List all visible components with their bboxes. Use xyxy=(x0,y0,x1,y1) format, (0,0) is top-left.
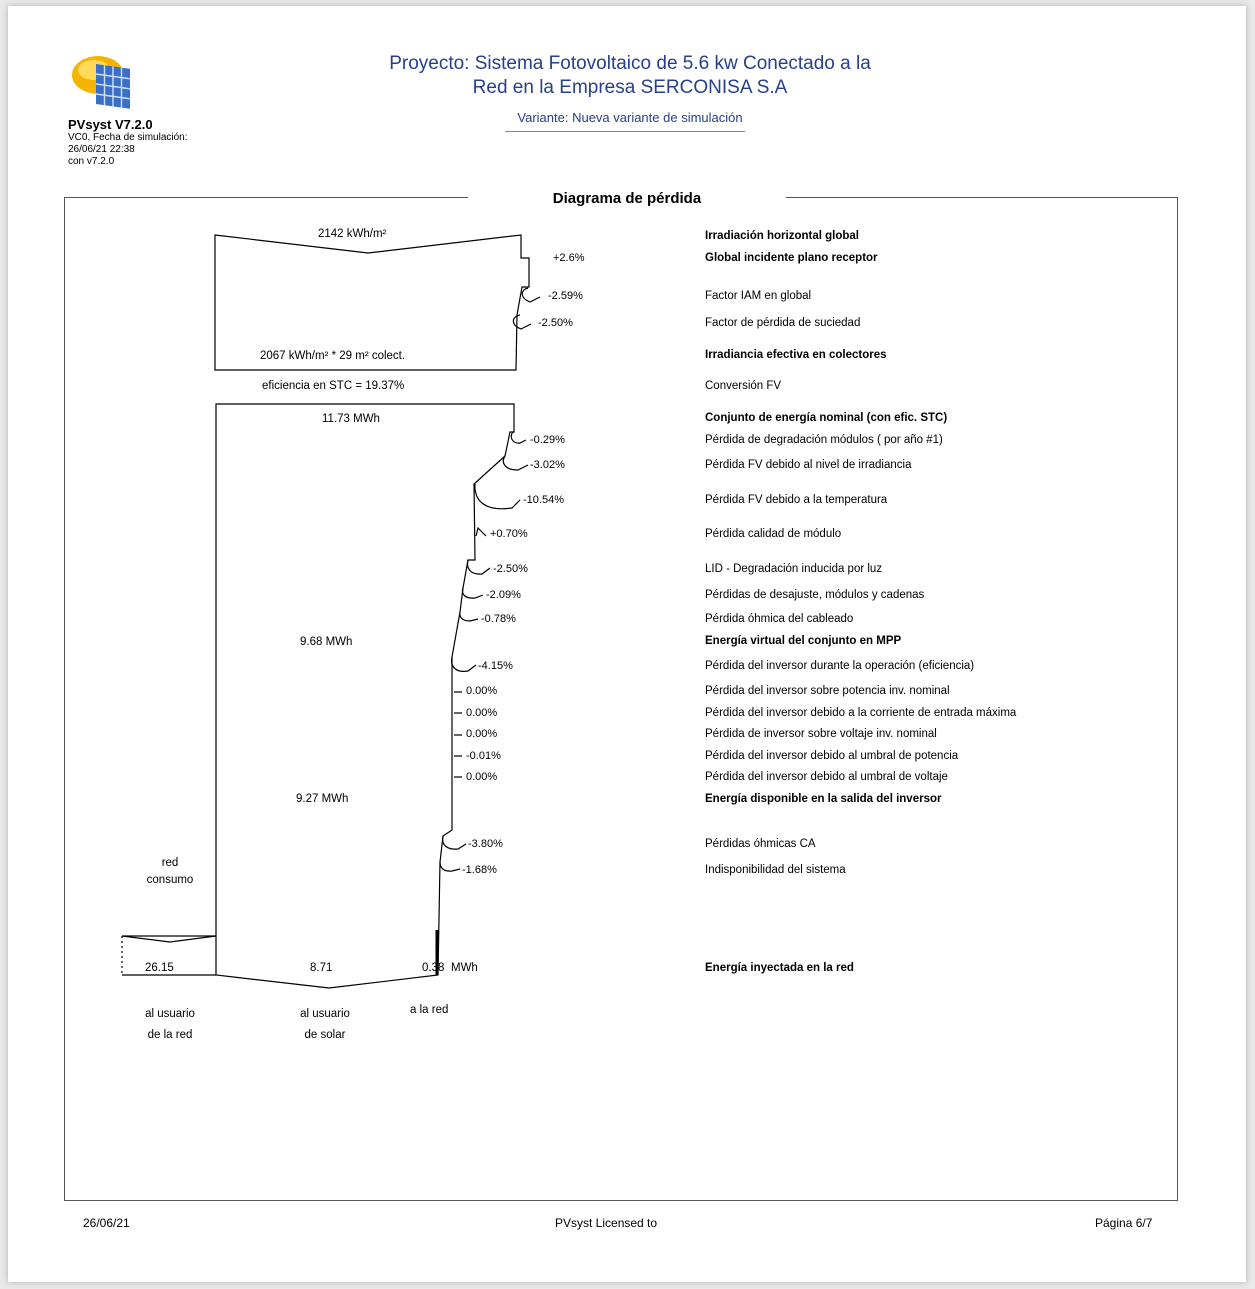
grid-consumption-label: red consumo xyxy=(146,857,194,886)
pct-inverter-current: 0.00% xyxy=(466,707,498,719)
row-label: Pérdida del inversor debido a la corriente de entrada máxima xyxy=(705,707,1017,719)
soiling-loss-hook xyxy=(513,315,531,329)
row-label: Pérdida de degradación módulos ( por año #1) xyxy=(705,434,943,446)
inverter-loss-hook xyxy=(452,657,476,671)
meta-line: 26/06/21 22:38 xyxy=(68,144,135,155)
section-title: Diagrama de pérdida xyxy=(468,190,786,207)
pct-iam: -2.59% xyxy=(548,290,583,302)
temperature-loss-hook xyxy=(475,484,520,509)
solar-user-caption: al usuario de solar xyxy=(300,1008,350,1041)
row-label: Pérdida de inversor sobre voltaje inv. nominal xyxy=(705,728,937,740)
injected-unit: MWh xyxy=(451,962,478,974)
footer-date: 26/06/21 xyxy=(83,1216,130,1230)
row-label: LID - Degradación inducida por luz xyxy=(705,563,883,575)
project-title-line: Proyecto: Sistema Fotovoltaico de 5.6 kw Conectado a la xyxy=(389,53,871,74)
row-label: Pérdida calidad de módulo xyxy=(705,528,842,540)
row-label: Irradiancia efectiva en colectores xyxy=(705,349,887,361)
pct-inverter-power-threshold: -0.01% xyxy=(466,750,501,762)
solar-user-value: 8.71 xyxy=(310,962,333,974)
row-label: Pérdida del inversor sobre potencia inv. nominal xyxy=(705,685,950,697)
meta-line: VC0, Fecha de simulación: xyxy=(68,132,188,143)
grid-user-caption: al usuario de la red xyxy=(145,1008,195,1041)
iam-loss-hook xyxy=(522,288,540,302)
pct-inverter-power: 0.00% xyxy=(466,685,498,697)
pct-quality: +0.70% xyxy=(490,528,528,540)
pct-wiring: -0.78% xyxy=(481,613,516,625)
row-label: Indisponibilidad del sistema xyxy=(705,864,846,876)
row-label: Conjunto de energía nominal (con efic. STC) xyxy=(705,412,948,424)
inverter-output-value: 9.27 MWh xyxy=(296,793,349,805)
row-label: Pérdidas de desajuste, módulos y cadenas xyxy=(705,589,925,601)
pct-ac-ohmic: -3.80% xyxy=(468,838,503,850)
row-label: Energía disponible en la salida del inversor xyxy=(705,793,942,805)
row-label: Conversión FV xyxy=(705,380,782,392)
ghi-value: 2142 kWh/m² xyxy=(318,228,387,240)
meta-line: con v7.2.0 xyxy=(68,156,115,167)
row-label: Pérdida del inversor durante la operación (eficiencia) xyxy=(705,660,975,672)
nominal-energy-value: 11.73 MWh xyxy=(322,413,380,425)
stc-efficiency-value: eficiencia en STC = 19.37% xyxy=(262,380,405,392)
injected-value: 0.38 xyxy=(422,962,445,974)
pct-global-incident: +2.6% xyxy=(553,252,585,264)
row-label: Pérdida óhmica del cableado xyxy=(705,613,854,625)
pct-irradiance: -3.02% xyxy=(530,459,565,471)
pct-lid: -2.50% xyxy=(493,563,528,575)
degradation-loss-hook xyxy=(511,432,526,443)
footer-license: PVsyst Licensed to xyxy=(555,1216,658,1230)
irradiance-loss-hook xyxy=(503,456,528,470)
pct-inverter-voltage-threshold: 0.00% xyxy=(466,771,498,783)
ac-ohmic-loss-hook xyxy=(443,836,466,849)
to-grid-caption: a la red xyxy=(410,1004,449,1016)
unavailability-loss-hook xyxy=(440,862,460,871)
pct-temperature: -10.54% xyxy=(523,494,564,506)
wiring-loss-hook xyxy=(460,612,478,621)
pct-inverter-efficiency: -4.15% xyxy=(478,660,513,672)
row-label: Energía inyectada en la red xyxy=(705,962,854,974)
row-label: Global incidente plano receptor xyxy=(705,252,878,264)
mismatch-loss-hook xyxy=(463,588,484,598)
row-label: Energía virtual del conjunto en MPP xyxy=(705,635,902,647)
pct-inverter-voltage: 0.00% xyxy=(466,728,498,740)
row-label: Factor IAM en global xyxy=(705,290,812,302)
lid-loss-hook xyxy=(468,560,490,574)
row-label: Factor de pérdida de suciedad xyxy=(705,317,861,329)
pct-unavailability: -1.68% xyxy=(462,864,497,876)
mpp-energy-value: 9.68 MWh xyxy=(300,636,353,648)
variant-label: Variante: Nueva variante de simulación xyxy=(517,110,743,125)
effective-irradiance-value: 2067 kWh/m² * 29 m² colect. xyxy=(260,350,406,362)
row-label: Pérdida del inversor debido al umbral de potencia xyxy=(705,750,959,762)
row-label: Pérdida del inversor debido al umbral de voltaje xyxy=(705,771,948,783)
row-label: Irradiación horizontal global xyxy=(705,230,859,242)
quality-gain-hook xyxy=(476,528,486,536)
row-label: Pérdida FV debido al nivel de irradiancia xyxy=(705,459,912,471)
pct-degradation: -0.29% xyxy=(530,434,565,446)
pct-soiling: -2.50% xyxy=(538,317,573,329)
project-title-line: Red en la Empresa SERCONISA S.A xyxy=(472,77,788,98)
row-label: Pérdida FV debido a la temperatura xyxy=(705,494,888,506)
grid-user-value: 26.15 xyxy=(145,962,174,974)
app-version: PVsyst V7.2.0 xyxy=(68,117,153,132)
row-label: Pérdidas óhmicas CA xyxy=(705,838,816,850)
pct-mismatch: -2.09% xyxy=(486,589,521,601)
footer-page: Página 6/7 xyxy=(1095,1216,1153,1230)
